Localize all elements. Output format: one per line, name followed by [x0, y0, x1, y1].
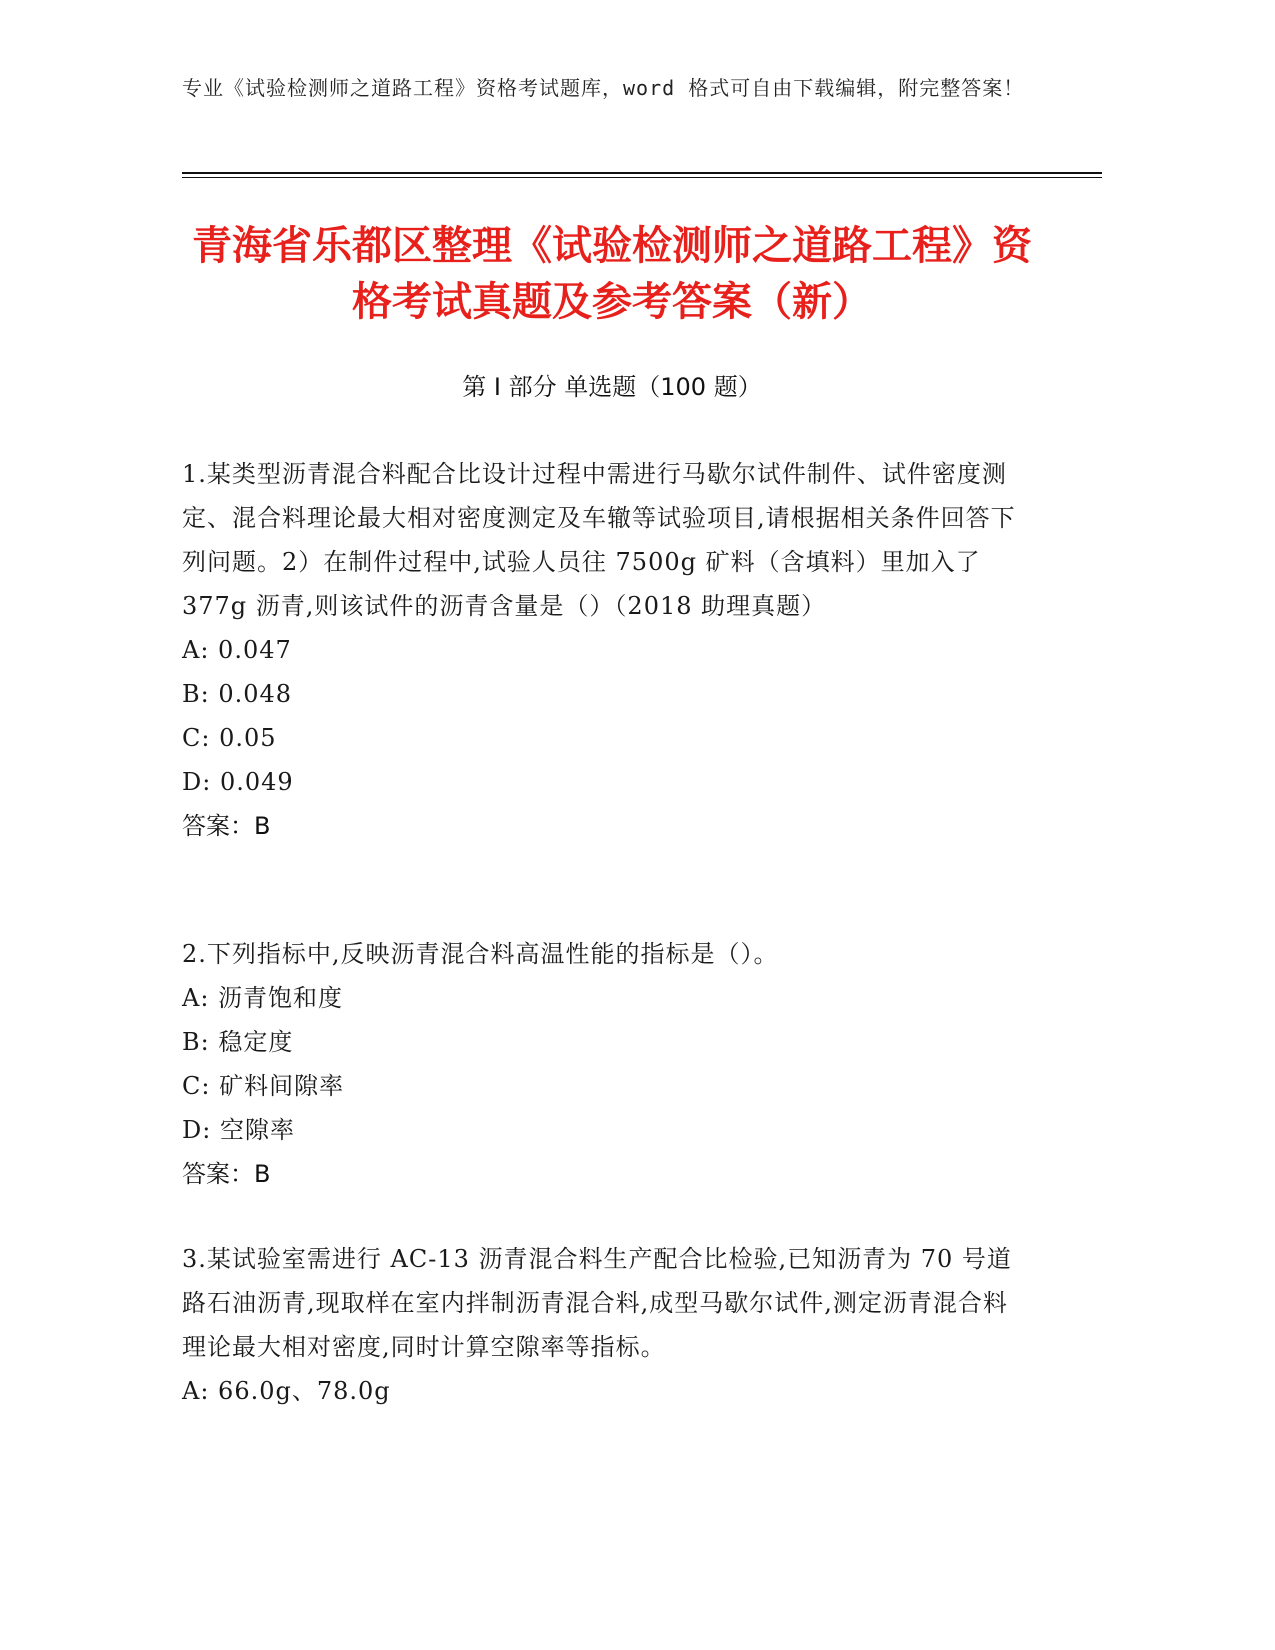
document-title: 青海省乐都区整理《试验检测师之道路工程》资格考试真题及参考答案（新）	[192, 223, 1032, 325]
option-c: C: 矿料间隙率	[182, 1072, 345, 1100]
option-b: B: 0.048	[182, 680, 293, 708]
question-stem: 2.下列指标中,反映沥青混合料高温性能的指标是（）。	[182, 940, 779, 968]
section-heading: 第 I 部分 单选题（100 题）	[462, 373, 762, 401]
option-c: C: 0.05	[182, 724, 277, 752]
option-a: A: 沥青饱和度	[182, 984, 344, 1012]
header-divider-thick	[182, 172, 1102, 174]
question-1	[182, 452, 1032, 848]
option-b: B: 稳定度	[182, 1028, 294, 1056]
question-2	[182, 932, 1032, 1196]
answer: 答案：B	[182, 812, 271, 840]
option-d: D: 0.049	[182, 768, 294, 796]
question-stem: 1.某类型沥青混合料配合比设计过程中需进行马歇尔试件制件、试件密度测定、混合料理论最大相对密度测定及车辙等试验项目,请根据相关条件回答下列问题。2）在制件过程中,试验人员往 7500g 矿料（含填料）里加入了 377g 沥青,则该试件的沥青含量是（）（2018 助理真题）	[182, 460, 1016, 620]
option-a: A: 0.047	[182, 636, 292, 664]
option-a: A: 66.0g、78.0g	[182, 1377, 391, 1405]
option-d: D: 空隙率	[182, 1116, 295, 1144]
answer: 答案：B	[182, 1160, 271, 1188]
question-stem: 3.某试验室需进行 AC-13 沥青混合料生产配合比检验,已知沥青为 70 号道路石油沥青,现取样在室内拌制沥青混合料,成型马歇尔试件,测定沥青混合料理论最大相对密度,同时计算空隙率等指标。	[182, 1245, 1012, 1361]
header-divider-thin	[182, 177, 1102, 178]
question-3	[182, 1237, 1032, 1413]
header-note: 专业《试验检测师之道路工程》资格考试题库，word 格式可自由下载编辑，附完整答案！	[182, 76, 1025, 100]
